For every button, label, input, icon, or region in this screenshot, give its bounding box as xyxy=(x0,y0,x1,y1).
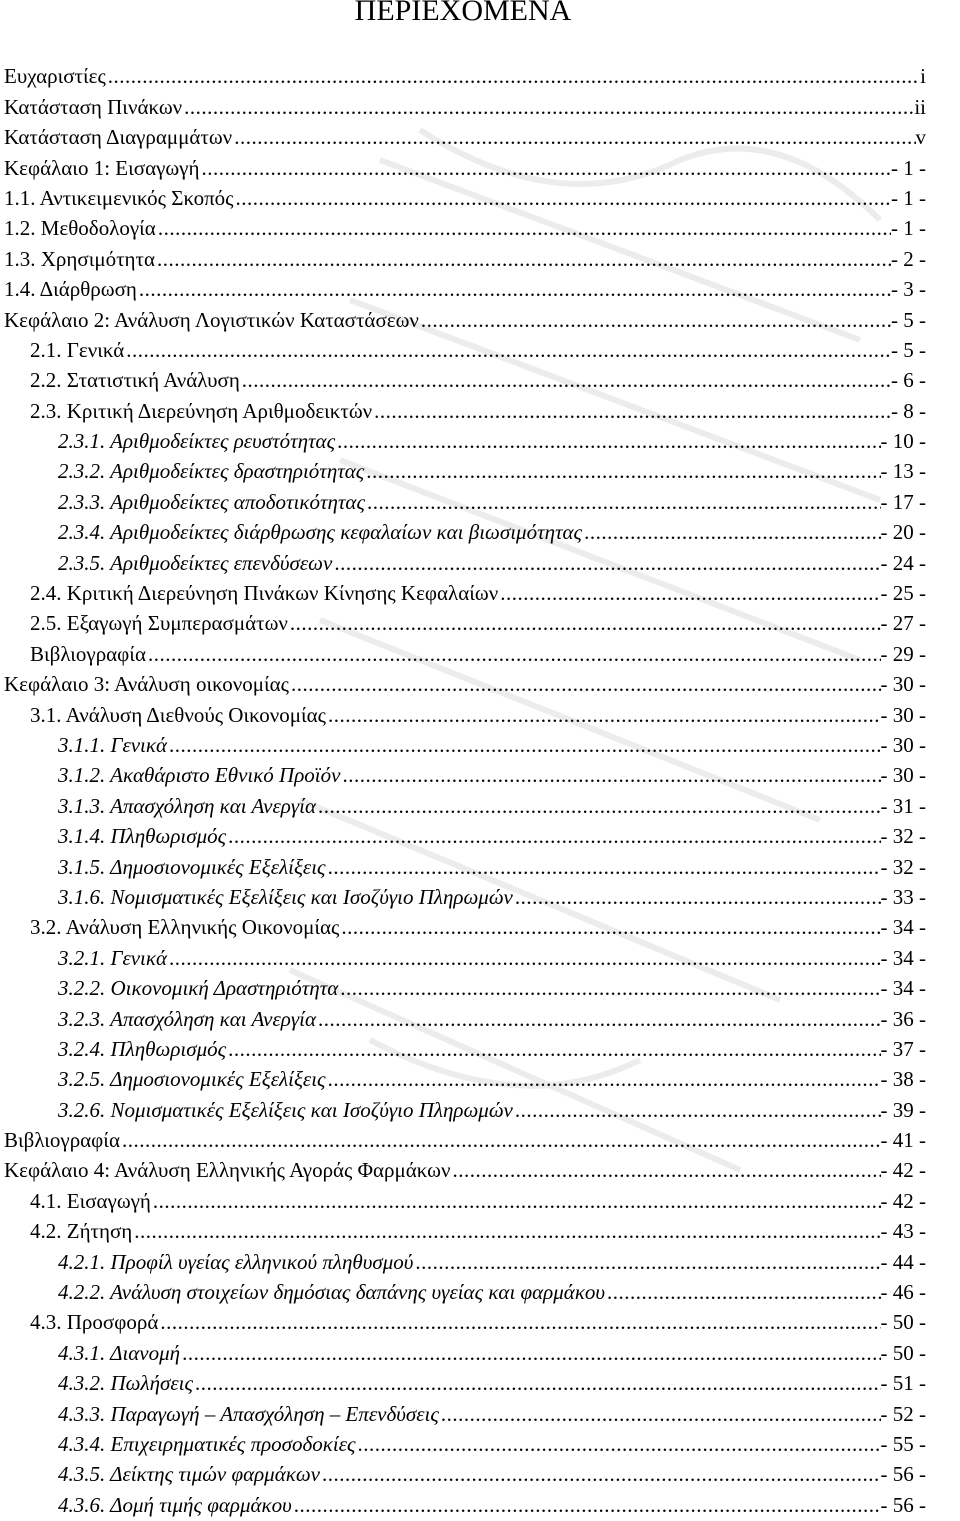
toc-entry-page: - 8 - xyxy=(891,398,926,423)
dot-leader xyxy=(320,1462,881,1486)
toc-entry[interactable] xyxy=(0,605,926,635)
dot-leader xyxy=(450,1158,880,1182)
toc-entry[interactable] xyxy=(0,514,926,544)
toc-entry-page: - 1 - xyxy=(891,185,926,210)
toc-entry-label: 3.1.4. Πληθωρισμός xyxy=(58,824,227,849)
toc-entry-label: 3.2.6. Νομισματικές Εξελίξεις και Ισοζύγιο Πληρωμών xyxy=(58,1097,513,1122)
toc-entry-label: 1.4. Διάρθρωση xyxy=(4,277,137,302)
toc-entry-label: 3.1.5. Δημοσιονομικές Εξελίξεις xyxy=(58,854,326,879)
toc-entry-page: - 31 - xyxy=(880,793,926,818)
toc-entry-label: 3.1.6. Νομισματικές Εξελίξεις και Ισοζύγιο Πληρωμών xyxy=(58,884,513,909)
dot-leader xyxy=(182,95,914,119)
toc-entry[interactable] xyxy=(0,727,926,757)
toc-entry-label: 3.2. Ανάλυση Ελληνικής Οικονομίας xyxy=(30,915,340,940)
dot-leader xyxy=(137,277,891,301)
dot-leader xyxy=(232,125,915,149)
toc-entry[interactable] xyxy=(0,879,926,909)
toc-entry-page: - 38 - xyxy=(880,1067,926,1092)
toc-entry[interactable] xyxy=(0,1304,926,1334)
toc-entry-page: - 41 - xyxy=(880,1128,926,1153)
dot-leader xyxy=(120,1128,881,1152)
toc-entry-page: - 3 - xyxy=(891,277,926,302)
dot-leader xyxy=(365,490,881,514)
toc-entry-page: v xyxy=(915,125,926,150)
dot-leader xyxy=(289,672,881,696)
toc-entry-page: - 30 - xyxy=(880,732,926,757)
table-of-contents xyxy=(0,58,926,1517)
toc-entry-label: 3.2.1. Γενικά xyxy=(58,945,167,970)
toc-entry-label: 4.3.5. Δείκτης τιμών φαρμάκων xyxy=(58,1462,320,1487)
dot-leader xyxy=(419,308,891,332)
toc-entry-label: 3.1. Ανάλυση Διεθνούς Οικονομίας xyxy=(30,702,326,727)
toc-entry[interactable] xyxy=(0,1456,926,1486)
toc-entry[interactable] xyxy=(0,696,926,726)
toc-entry[interactable] xyxy=(0,787,926,817)
toc-entry[interactable] xyxy=(0,1000,926,1030)
toc-entry-label: 2.3.4. Αριθμοδείκτες διάρθρωσης κεφαλαίων και βιωσιμότητας xyxy=(58,520,583,545)
toc-entry-label: 2.3.2. Αριθμοδείκτες δραστηριότητας xyxy=(58,459,365,484)
toc-entry[interactable] xyxy=(0,1213,926,1243)
toc-entry-label: 4.2.2. Ανάλυση στοιχείων δημόσιας δαπάνης υγείας και φαρμάκου xyxy=(58,1280,606,1305)
dot-leader xyxy=(326,855,881,879)
toc-entry-label: 2.4. Κριτική Διερεύνηση Πινάκων Κίνησης Κεφαλαίων xyxy=(30,581,499,606)
toc-entry[interactable] xyxy=(0,818,926,848)
dot-leader xyxy=(156,216,891,240)
dot-leader xyxy=(335,429,880,453)
toc-entry[interactable] xyxy=(0,970,926,1000)
toc-entry-page: - 34 - xyxy=(880,945,926,970)
toc-entry-page: - 46 - xyxy=(880,1280,926,1305)
toc-entry-label: 2.3. Κριτική Διερεύνηση Αριθμοδεικτών xyxy=(30,398,373,423)
dot-leader xyxy=(180,1341,880,1365)
toc-entry[interactable] xyxy=(0,88,926,118)
dot-leader xyxy=(605,1280,880,1304)
toc-entry-page: - 39 - xyxy=(880,1097,926,1122)
toc-entry-label: 4.3.2. Πωλήσεις xyxy=(58,1371,193,1396)
dot-leader xyxy=(582,520,880,544)
toc-entry[interactable] xyxy=(0,1182,926,1212)
toc-entry-page: - 42 - xyxy=(880,1188,926,1213)
dot-leader xyxy=(288,611,881,635)
toc-entry[interactable] xyxy=(0,1152,926,1182)
dot-leader xyxy=(439,1402,881,1426)
toc-entry-label: 2.5. Εξαγωγή Συμπερασμάτων xyxy=(30,611,288,636)
toc-entry-page: - 27 - xyxy=(880,611,926,636)
dot-leader xyxy=(199,156,891,180)
toc-entry-label: 2.2. Στατιστική Ανάλυση xyxy=(30,368,240,393)
dot-leader xyxy=(240,368,891,392)
toc-entry-page: - 50 - xyxy=(880,1310,926,1335)
dot-leader xyxy=(167,733,881,757)
toc-entry[interactable] xyxy=(0,757,926,787)
toc-entry-label: 3.1.2. Ακαθάριστο Εθνικό Προϊόν xyxy=(58,763,341,788)
toc-entry-label: 4.3. Προσφορά xyxy=(30,1310,159,1335)
toc-entry-page: - 30 - xyxy=(880,702,926,727)
dot-leader xyxy=(316,1007,881,1031)
toc-entry-page: - 29 - xyxy=(880,641,926,666)
toc-entry[interactable] xyxy=(0,1091,926,1121)
toc-entry-label: 2.1. Γενικά xyxy=(30,337,125,362)
toc-entry-label: 4.1. Εισαγωγή xyxy=(30,1188,151,1213)
toc-entry[interactable] xyxy=(0,1061,926,1091)
toc-entry-label: 4.2. Ζήτηση xyxy=(30,1219,133,1244)
toc-entry-label: 4.3.3. Παραγωγή – Απασχόληση – Επενδύσεις xyxy=(58,1401,439,1426)
toc-entry-label: 4.3.6. Δομή τιμής φαρμάκου xyxy=(58,1492,292,1517)
toc-entry[interactable] xyxy=(0,1274,926,1304)
toc-entry-page: - 32 - xyxy=(880,824,926,849)
toc-entry-page: - 44 - xyxy=(880,1249,926,1274)
toc-entry-page: - 6 - xyxy=(891,368,926,393)
toc-entry-label: Κεφάλαιο 3: Ανάλυση οικονομίας xyxy=(4,672,289,697)
toc-entry-label: 2.3.3. Αριθμοδείκτες αποδοτικότητας xyxy=(58,489,365,514)
toc-entry[interactable] xyxy=(0,848,926,878)
toc-entry[interactable] xyxy=(0,1031,926,1061)
toc-entry-page: i xyxy=(920,64,926,89)
toc-entry-label: Κεφάλαιο 2: Ανάλυση Λογιστικών Καταστάσεων xyxy=(4,307,419,332)
toc-entry-label: 3.2.2. Οικονομική Δραστηριότητα xyxy=(58,976,339,1001)
toc-entry-label: Βιβλιογραφία xyxy=(30,641,146,666)
toc-entry-label: 1.2. Μεθοδολογία xyxy=(4,216,156,241)
toc-entry[interactable] xyxy=(0,666,926,696)
toc-entry-page: - 32 - xyxy=(880,854,926,879)
toc-entry-page: - 1 - xyxy=(891,155,926,180)
toc-entry[interactable] xyxy=(0,1395,926,1425)
dot-leader xyxy=(155,247,891,271)
dot-leader xyxy=(513,885,881,909)
dot-leader xyxy=(372,399,891,423)
toc-entry-label: 3.1.1. Γενικά xyxy=(58,732,167,757)
dot-leader xyxy=(151,1189,881,1213)
toc-entry[interactable] xyxy=(0,635,926,665)
toc-entry-page: - 1 - xyxy=(891,216,926,241)
dot-leader xyxy=(340,763,880,787)
toc-entry-page: - 20 - xyxy=(880,520,926,545)
toc-entry[interactable] xyxy=(0,575,926,605)
toc-entry[interactable] xyxy=(0,1334,926,1364)
dot-leader xyxy=(316,794,881,818)
dot-leader xyxy=(132,1219,880,1243)
toc-entry-page: - 5 - xyxy=(891,307,926,332)
toc-entry-page: - 55 - xyxy=(880,1431,926,1456)
toc-entry-label: 4.3.1. Διανομή xyxy=(58,1340,181,1365)
toc-entry-label: 3.2.3. Απασχόληση και Ανεργία xyxy=(58,1006,316,1031)
toc-entry-page: - 5 - xyxy=(891,337,926,362)
toc-entry-page: - 36 - xyxy=(880,1006,926,1031)
toc-entry[interactable] xyxy=(0,332,926,362)
toc-entry[interactable] xyxy=(0,271,926,301)
toc-entry[interactable] xyxy=(0,1426,926,1456)
toc-entry[interactable] xyxy=(0,301,926,331)
toc-entry[interactable] xyxy=(0,909,926,939)
toc-entry-page: - 56 - xyxy=(880,1462,926,1487)
dot-leader xyxy=(106,64,920,88)
dot-leader xyxy=(326,1067,881,1091)
toc-entry-page: - 34 - xyxy=(880,976,926,1001)
toc-entry[interactable] xyxy=(0,1243,926,1273)
toc-entry-page: - 42 - xyxy=(880,1158,926,1183)
toc-entry[interactable] xyxy=(0,544,926,574)
toc-entry[interactable] xyxy=(0,483,926,513)
toc-entry[interactable] xyxy=(0,119,926,149)
toc-entry-label: 1.3. Χρησιμότητα xyxy=(4,246,155,271)
dot-leader xyxy=(513,1098,881,1122)
toc-entry-page: - 51 - xyxy=(880,1371,926,1396)
toc-entry-label: Βιβλιογραφία xyxy=(4,1128,120,1153)
toc-entry[interactable] xyxy=(0,240,926,270)
toc-entry-page: - 30 - xyxy=(880,763,926,788)
toc-entry[interactable] xyxy=(0,210,926,240)
page-title: ΠΕΡΙΕΧΟΜΕΝΑ xyxy=(354,0,572,27)
toc-entry[interactable] xyxy=(0,392,926,422)
toc-entry-label: 3.2.4. Πληθωρισμός xyxy=(58,1036,227,1061)
dot-leader xyxy=(193,1371,881,1395)
toc-entry-label: Κατάσταση Διαγραμμάτων xyxy=(4,125,233,150)
toc-entry[interactable] xyxy=(0,1122,926,1152)
toc-entry-label: 3.1.3. Απασχόληση και Ανεργία xyxy=(58,793,316,818)
dot-leader xyxy=(498,581,880,605)
dot-leader xyxy=(226,1037,880,1061)
dot-leader xyxy=(124,338,891,362)
toc-entry[interactable] xyxy=(0,362,926,392)
dot-leader xyxy=(413,1250,880,1274)
toc-entry-label: Κεφάλαιο 4: Ανάλυση Ελληνικής Αγοράς Φαρμάκων xyxy=(4,1158,451,1183)
toc-entry-label: 2.3.5. Αριθμοδείκτες επενδύσεων xyxy=(58,550,333,575)
toc-entry-page: - 34 - xyxy=(880,915,926,940)
toc-entry-page: - 2 - xyxy=(891,246,926,271)
dot-leader xyxy=(146,642,881,666)
toc-entry-label: Ευχαριστίες xyxy=(4,64,106,89)
toc-entry-label: 4.2.1. Προφίλ υγείας ελληνικού πληθυσμού xyxy=(58,1249,414,1274)
toc-entry-label: 4.3.4. Επιχειρηματικές προσοδοκίες xyxy=(58,1431,356,1456)
toc-entry[interactable] xyxy=(0,180,926,210)
toc-entry[interactable] xyxy=(0,423,926,453)
dot-leader xyxy=(356,1432,881,1456)
dot-leader xyxy=(364,459,880,483)
toc-entry-label: Κεφάλαιο 1: Εισαγωγή xyxy=(4,155,200,180)
toc-entry-page: - 24 - xyxy=(880,550,926,575)
dot-leader xyxy=(338,976,880,1000)
toc-entry-page: - 17 - xyxy=(880,489,926,514)
toc-entry-page: - 50 - xyxy=(880,1340,926,1365)
dot-leader xyxy=(158,1310,880,1334)
dot-leader xyxy=(167,946,881,970)
dot-leader xyxy=(332,551,880,575)
toc-entry-page: - 56 - xyxy=(880,1492,926,1517)
toc-entry[interactable] xyxy=(0,1486,926,1516)
dot-leader xyxy=(339,915,880,939)
toc-entry[interactable] xyxy=(0,58,926,88)
toc-entry-page: - 37 - xyxy=(880,1036,926,1061)
toc-entry-page: - 52 - xyxy=(880,1401,926,1426)
toc-entry-page: - 30 - xyxy=(880,672,926,697)
toc-entry-label: 2.3.1. Αριθμοδείκτες ρευστότητας xyxy=(58,429,336,454)
dot-leader xyxy=(292,1493,881,1517)
toc-entry-page: - 10 - xyxy=(880,429,926,454)
toc-entry[interactable] xyxy=(0,1365,926,1395)
dot-leader xyxy=(226,824,880,848)
toc-entry-page: - 33 - xyxy=(880,884,926,909)
toc-entry-label: 3.2.5. Δημοσιονομικές Εξελίξεις xyxy=(58,1067,326,1092)
dot-leader xyxy=(326,703,881,727)
toc-entry-label: Κατάσταση Πινάκων xyxy=(4,94,183,119)
toc-entry-page: - 43 - xyxy=(880,1219,926,1244)
toc-entry[interactable] xyxy=(0,453,926,483)
dot-leader xyxy=(234,186,891,210)
toc-entry-page: - 13 - xyxy=(880,459,926,484)
toc-entry[interactable] xyxy=(0,939,926,969)
toc-entry-page: - 25 - xyxy=(880,581,926,606)
toc-entry-label: 1.1. Αντικειμενικός Σκοπός xyxy=(4,185,234,210)
toc-entry[interactable] xyxy=(0,149,926,179)
toc-entry-page: ii xyxy=(914,94,926,119)
